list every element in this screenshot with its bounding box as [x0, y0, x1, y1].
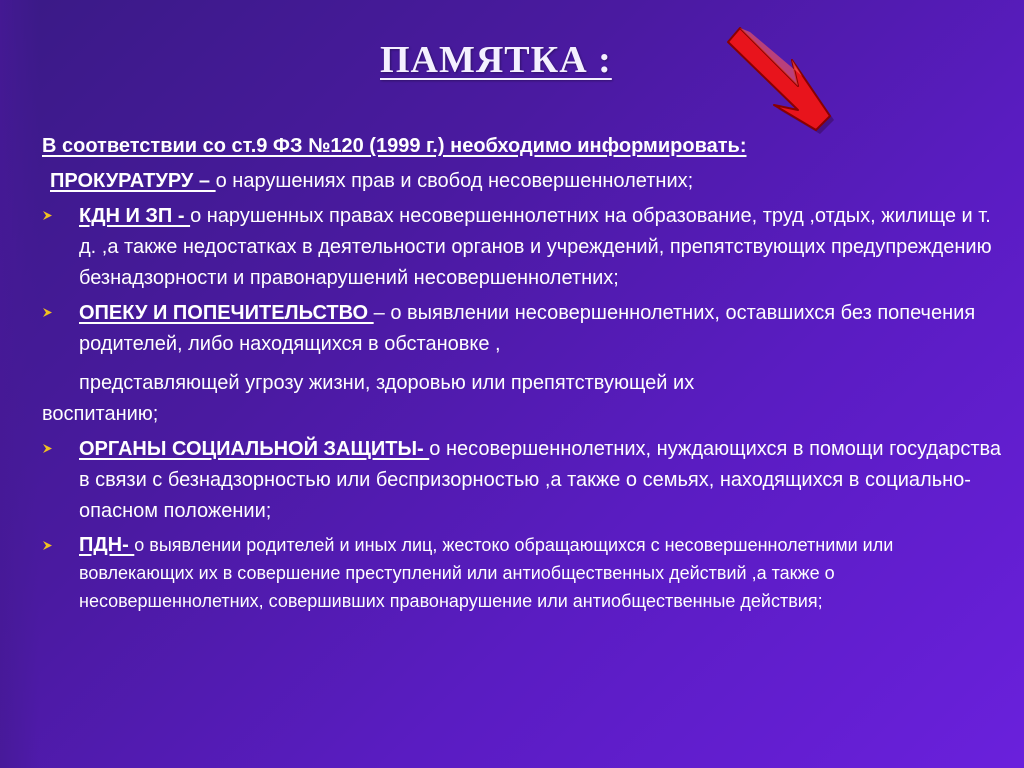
item-prosecutor-term: ПРОКУРАТУРУ –: [50, 170, 216, 192]
list-item-pdn-term: ПДН-: [79, 534, 135, 556]
arrow-bullet-icon: [42, 210, 53, 221]
left-decorative-strip: [0, 0, 40, 768]
arrow-bullet-icon: [42, 540, 53, 551]
list-item-kdn-body: [79, 201, 1002, 294]
list-item-guardianship-term: ОПЕКУ И ПОПЕЧИТЕЛЬСТВО: [79, 302, 374, 324]
intro-line: В соответствии со ст.9 ФЗ №120 (1999 г.) необходимо информировать:: [42, 135, 747, 157]
list-item-social-protection: [42, 434, 1002, 527]
red-arrow-icon: [680, 20, 850, 145]
list-item-social-protection-body: [79, 434, 1002, 527]
list-item-guardianship-text: – о выявлении несовершеннолетних, оставшихся без попечения родителей, либо находящихся в обстановке ,: [79, 302, 976, 355]
list-item-social-protection-text: о несовершеннолетних, нуждающихся в помощи государства в связи с безнадзорностью или беспризорностью ,а также о семьях, находящихся в социально-опасном положении;: [79, 438, 1002, 522]
guardianship-continuation-rest: воспитанию;: [42, 403, 159, 425]
slide-content: [42, 132, 1002, 615]
slide-title: ПАМЯТКА :: [380, 39, 612, 81]
list-item-kdn-term: КДН И ЗП -: [79, 205, 191, 227]
list-item-pdn: [42, 531, 1002, 615]
item-prosecutor-text: о нарушениях прав и свобод несовершеннолетних;: [215, 170, 694, 192]
list-item-kdn: [42, 201, 1002, 294]
list-item-guardianship: [42, 298, 1002, 360]
guardianship-continuation-first: представляющей угрозу жизни, здоровью или препятствующей их: [79, 372, 695, 394]
arrow-bullet-icon: [42, 307, 53, 318]
list-item-pdn-text: о выявлении родителей и иных лиц, жестоко обращающихся с несовершеннолетними или вовлекающих их в совершение преступлений или антиобщественных действий ,а также о несовершеннолетних, совершивших правонарушение или антиобщественные действия;: [79, 535, 894, 611]
list-item-guardianship-body: [79, 298, 1002, 360]
item-prosecutor: [42, 166, 1002, 197]
list-item-kdn-text: о нарушенных правах несовершеннолетних на образование, труд ,отдых, жилище и т. д. ,а также недостатках в деятельности органов и учреждений, препятствующих предупреждению безнадзорности и правонарушений несовершеннолетних;: [79, 205, 992, 289]
list-item-social-protection-term: ОРГАНЫ СОЦИАЛЬНОЙ ЗАЩИТЫ-: [79, 438, 430, 460]
list-item-pdn-body: [79, 531, 1002, 615]
arrow-bullet-icon: [42, 443, 53, 454]
